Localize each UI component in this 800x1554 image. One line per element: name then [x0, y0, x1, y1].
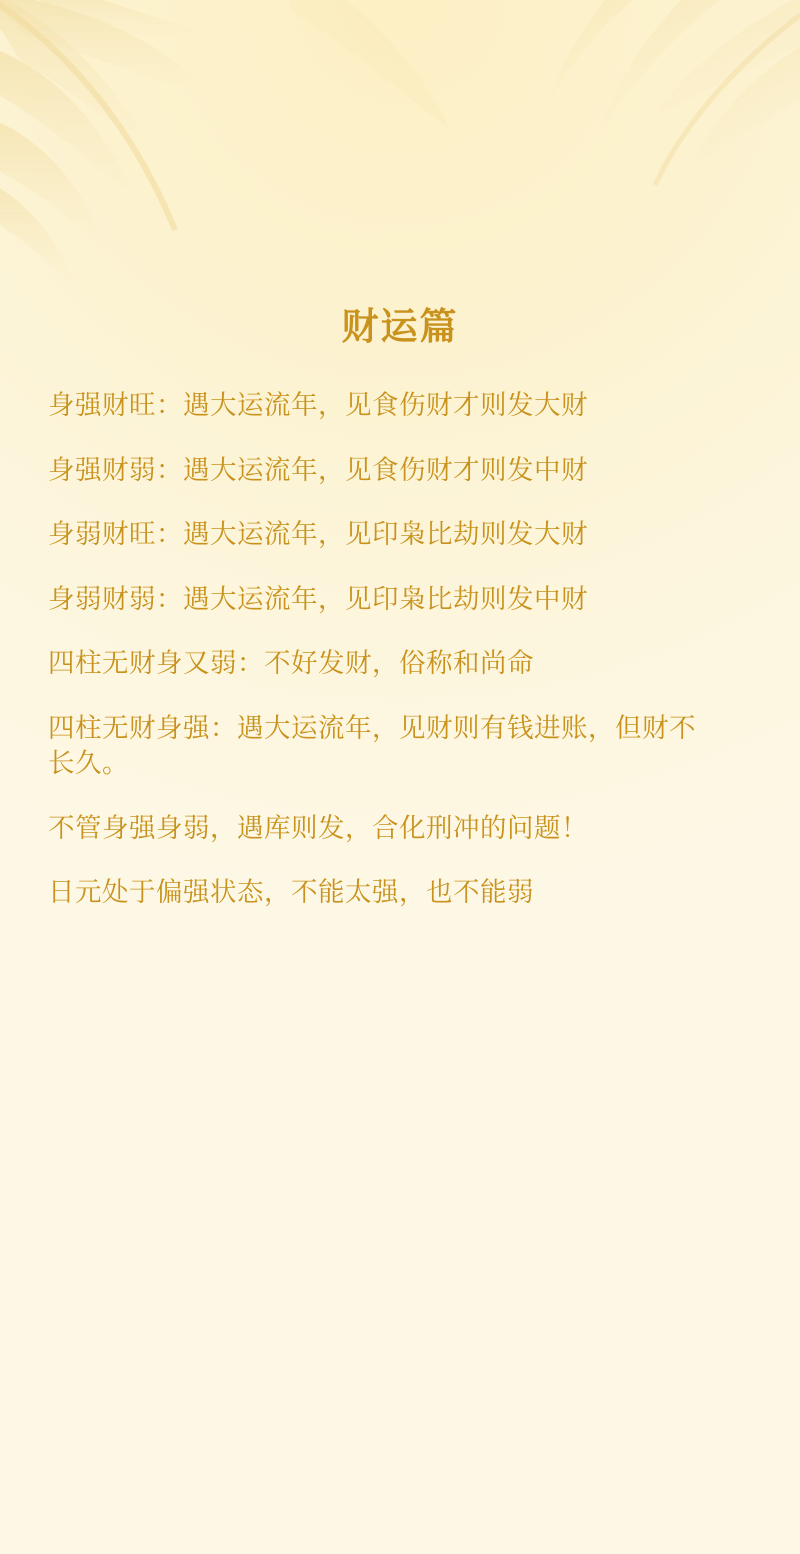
text-line: 不管身强身弱，遇库则发，合化刑冲的问题！ [48, 812, 588, 843]
text-line: 日元处于偏强状态，不能太强，也不能弱 [48, 877, 534, 907]
palm-leaf-shadow-decoration [0, 0, 800, 330]
text-block [48, 388, 708, 911]
text-line: 身强财弱：遇大运流年，见食伤财才则发中财 [48, 454, 588, 485]
text-line: 身弱财弱：遇大运流年，见印枭比劫则发中财 [48, 583, 588, 614]
page-title: 财运篇 [341, 306, 459, 347]
text-line: 身弱财旺：遇大运流年，见印枭比劫则发大财 [48, 519, 588, 549]
text-line: 身强财旺：遇大运流年，见食伤财才则发大财 [48, 390, 588, 420]
text-line: 四柱无财身强：遇大运流年，见财则有钱进账，但财不长久。 [48, 712, 696, 778]
text-line: 四柱无财身又弱：不好发财，俗称和尚命 [48, 648, 534, 678]
